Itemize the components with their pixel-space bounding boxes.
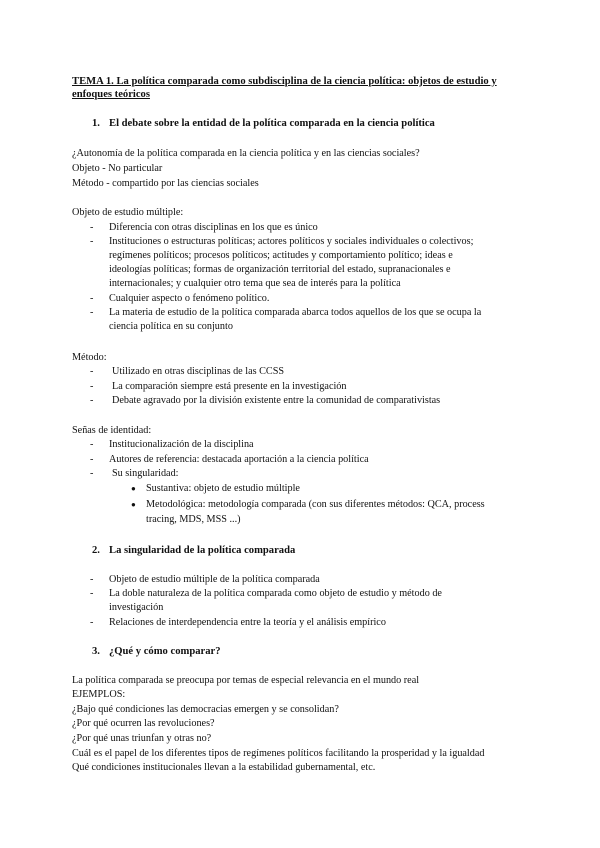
section-3-heading: ¿Qué y cómo comparar?	[109, 646, 221, 657]
document-title-line-2: enfoques teóricos	[72, 89, 150, 100]
metodo-item: Debate agravado por la división existente entre la comunidad de comparativistas	[112, 395, 441, 406]
senas-item: Su singularidad:	[112, 468, 179, 479]
metodo-item: La comparación siempre está presente en la investigación	[112, 381, 347, 392]
dash-bullet: -	[90, 468, 94, 479]
section-2-number: 2.	[92, 545, 100, 556]
metodo-label: Método:	[72, 352, 107, 363]
senas-item: Institucionalización de la disciplina	[109, 439, 254, 450]
section-2-item: Objeto de estudio múltiple de la política comparada	[109, 574, 320, 585]
intro-line: ¿Autonomía de la política comparada en la ciencia política y en las ciencias sociales?	[72, 148, 420, 159]
objeto-item-continued: regímenes políticos; procesos políticos; actitudes y comportamiento político; ideas e	[109, 250, 453, 261]
section-3-line: Cuál es el papel de los diferentes tipos de regímenes políticos facilitando la prosperidad y la igualdad	[72, 748, 485, 759]
dash-bullet: -	[90, 366, 94, 377]
dot-bullet: ●	[131, 484, 136, 493]
objeto-item: Cualquier aspecto o fenómeno político.	[109, 293, 270, 304]
objeto-item: Diferencia con otras disciplinas en los que es único	[109, 222, 318, 233]
document-title-line-1: TEMA 1. La política comparada como subdisciplina de la ciencia política: objetos de estudio y	[72, 76, 497, 87]
singularidad-item: Sustantiva: objeto de estudio múltiple	[146, 483, 300, 494]
section-3-number: 3.	[92, 646, 100, 657]
dash-bullet: -	[90, 307, 94, 318]
metodo-item: Utilizado en otras disciplinas de las CCSS	[112, 366, 285, 377]
objeto-item-continued: internacionales; y cualquier otro tema que sea de interés para la política	[109, 278, 401, 289]
dash-bullet: -	[90, 293, 94, 304]
objeto-item: La materia de estudio de la política comparada abarca todos aquellos de los que se ocupa la	[109, 307, 482, 318]
dash-bullet: -	[90, 617, 94, 628]
dash-bullet: -	[90, 439, 94, 450]
dash-bullet: -	[90, 574, 94, 585]
singularidad-item-continued: tracing, MDS, MSS ...)	[146, 514, 241, 525]
section-3-line: ¿Bajo qué condiciones las democracias emergen y se consolidan?	[72, 704, 339, 715]
section-2-item: La doble naturaleza de la política comparada como objeto de estudio y método de	[109, 588, 442, 599]
section-2-item: Relaciones de interdependencia entre la teoría y el análisis empírico	[109, 617, 386, 628]
dash-bullet: -	[90, 222, 94, 233]
objeto-item-continued: ideologías políticas; formas de organización territorial del estado, supranacionales e	[109, 264, 451, 275]
dash-bullet: -	[90, 395, 94, 406]
dash-bullet: -	[90, 381, 94, 392]
dash-bullet: -	[90, 236, 94, 247]
dot-bullet: ●	[131, 500, 136, 509]
section-2-item-continued: investigación	[109, 602, 164, 613]
section-1-number: 1.	[92, 118, 100, 129]
dash-bullet: -	[90, 454, 94, 465]
objeto-item-continued: ciencia política en su conjunto	[109, 321, 233, 332]
section-3-line: ¿Por qué ocurren las revoluciones?	[72, 718, 215, 729]
section-3-line: ¿Por qué unas triunfan y otras no?	[72, 733, 212, 744]
dash-bullet: -	[90, 588, 94, 599]
senas-label: Señas de identidad:	[72, 425, 152, 436]
objeto-label: Objeto de estudio múltiple:	[72, 207, 184, 218]
intro-line: Método - compartido por las ciencias sociales	[72, 178, 259, 189]
senas-item: Autores de referencia: destacada aportación a la ciencia política	[109, 454, 369, 465]
section-1-heading: El debate sobre la entidad de la política comparada en la ciencia política	[109, 118, 435, 129]
section-3-line: EJEMPLOS:	[72, 689, 126, 700]
objeto-item: Instituciones o estructuras políticas; actores políticos y sociales individuales o colectivos;	[109, 236, 474, 247]
section-3-line: La política comparada se preocupa por temas de especial relevancia en el mundo real	[72, 675, 420, 686]
intro-line: Objeto - No particular	[72, 163, 163, 174]
section-2-heading: La singularidad de la política comparada	[109, 545, 296, 556]
singularidad-item: Metodológica: metodología comparada (con sus diferentes métodos: QCA, process	[146, 499, 485, 510]
section-3-line: Qué condiciones institucionales llevan a la estabilidad gubernamental, etc.	[72, 762, 376, 773]
